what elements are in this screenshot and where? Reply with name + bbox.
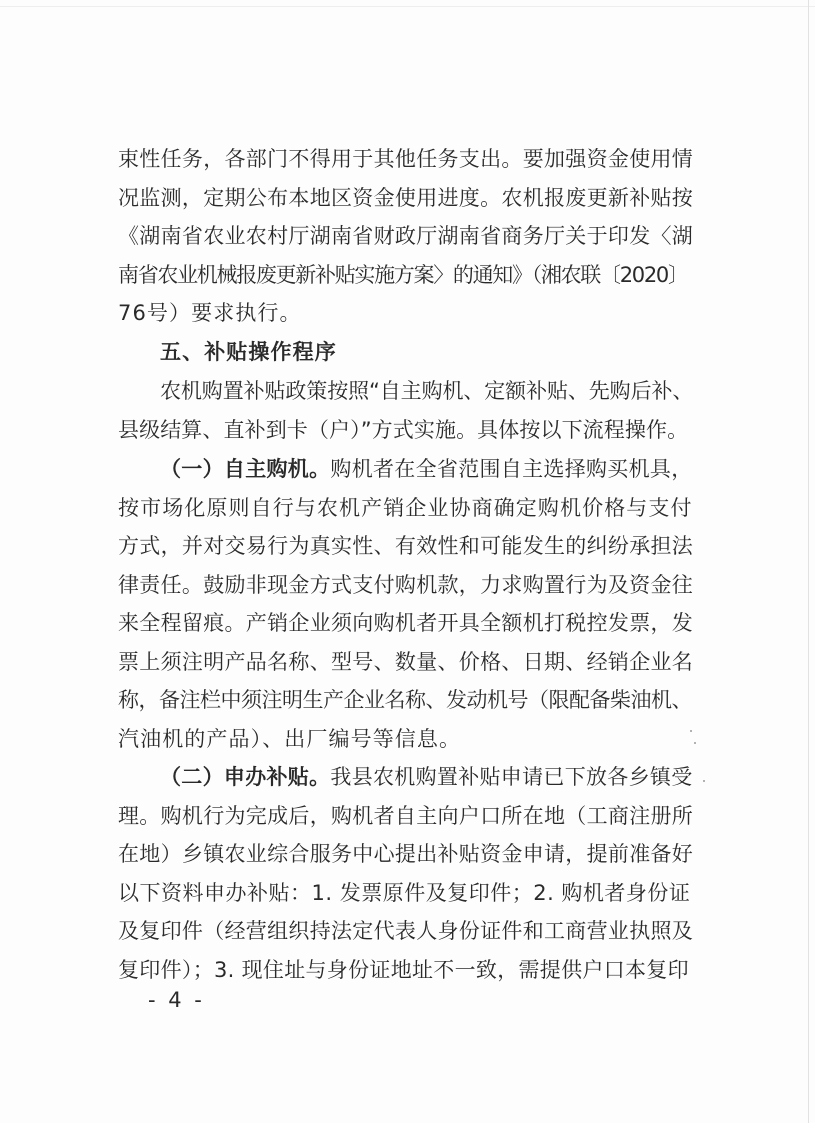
text-line: 束性任务，各部门不得用于其他任务支出。要加强资金使用情 xyxy=(118,147,694,171)
text-line: 票上须注明产品名称、型号、数量、价格、日期、经销企业名 xyxy=(118,649,694,674)
scan-speck xyxy=(703,780,705,782)
text-run: 购机者在全省范围自主选择购买机具， xyxy=(330,457,693,481)
text-line: 在地）乡镇农业综合服务中心提出补贴资金申请，提前准备好 xyxy=(118,842,694,866)
text-line: 《湖南省农业农村厅湖南省财政厅湖南省商务厅关于印发〈湖 xyxy=(118,224,694,248)
subsection-title: （二）申办补贴。 xyxy=(160,765,331,789)
paragraph-policy xyxy=(118,372,693,449)
section-heading xyxy=(118,333,693,372)
text-line: 况监测，定期公布本地区资金使用进度。农机报废更新补贴按 xyxy=(118,185,694,210)
subsection-title: （一）自主购机。 xyxy=(160,457,331,481)
paragraph-section-1 xyxy=(118,450,693,758)
text-line: 及复印件（经营组织持法定代表人身份证件和工商营业执照及 xyxy=(118,919,694,943)
paragraph-section-2 xyxy=(118,758,693,989)
scan-speck xyxy=(694,742,696,744)
text-line: 来全程留痕。产销企业须向购机者开具全额机打税控发票，发 xyxy=(118,611,694,635)
text-line: 按市场化原则自行与农机产销企业协商确定购机价格与支付 xyxy=(118,495,693,520)
text-line xyxy=(118,450,693,489)
scan-speck xyxy=(690,730,692,732)
paragraph-continuation xyxy=(118,140,693,333)
text-line: 76号）要求执行。 xyxy=(118,301,302,325)
text-line: 以下资料申办补贴：1. 发票原件及复印件；2. 购机者身份证 xyxy=(118,880,691,905)
text-line: 农机购置补贴政策按照“自主购机、定额补贴、先购后补、 xyxy=(160,379,694,403)
heading-text: 五、补贴操作程序 xyxy=(160,340,337,364)
text-line: 律责任。鼓励非现金方式支付购机款，力求购置行为及资金往 xyxy=(118,572,694,597)
page-number: - 4 - xyxy=(148,988,205,1012)
text-line: 南省农业机械报废更新补贴实施方案〉的通知》（湘农联〔2020〕 xyxy=(118,262,688,287)
text-run: 我县农机购置补贴申请已下放各乡镇受 xyxy=(330,765,693,789)
scan-edge xyxy=(0,6,815,7)
scan-edge xyxy=(808,0,809,1123)
text-line: 汽油机的产品）、出厂编号等信息。 xyxy=(118,726,462,751)
text-line xyxy=(118,758,693,797)
text-line: 县级结算、直补到卡（户）”方式实施。具体按以下流程操作。 xyxy=(118,417,689,442)
text-line: 复印件）；3. 现住址与身份证地址不一致，需提供户口本复印 xyxy=(118,957,689,982)
text-line: 称，备注栏中须注明生产企业名称、发动机号（限配备柴油机、 xyxy=(118,688,692,712)
text-line: 方式，并对交易行为真实性、有效性和可能发生的纠纷承担法 xyxy=(118,534,694,558)
text-line: 理。购机行为完成后，购机者自主向户口所在地（工商注册所 xyxy=(118,803,694,828)
